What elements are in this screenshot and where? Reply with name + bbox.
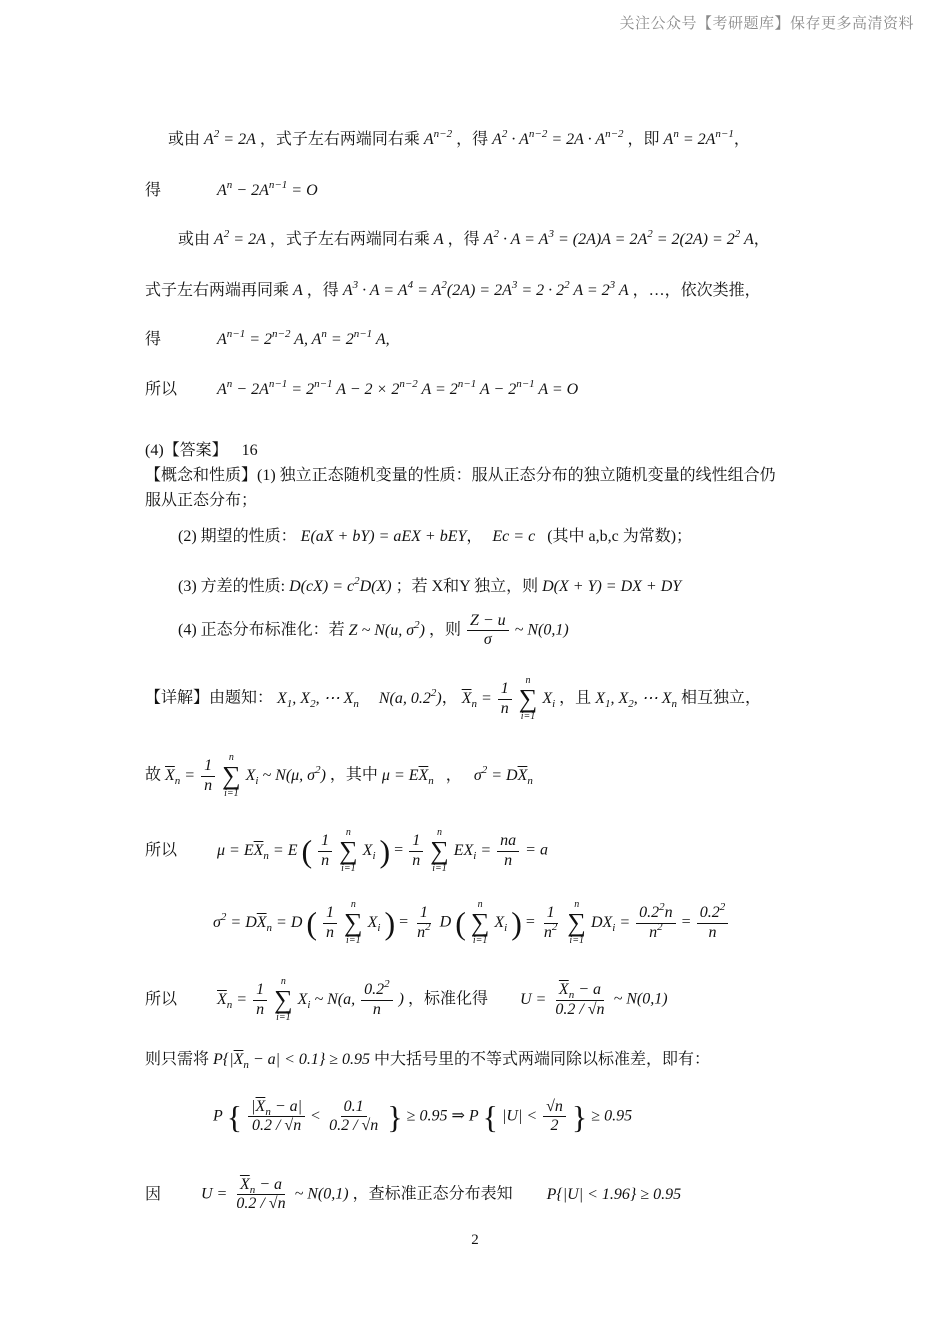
text: ，得 — [456, 131, 489, 148]
formula: $EX_i$ = — [453, 841, 492, 862]
line-derivation-5 — [145, 330, 390, 349]
formula: U = — [201, 1185, 228, 1203]
formula: ≥ 0.95 ⇒ P — [406, 1107, 479, 1125]
label: 因 — [145, 1185, 162, 1203]
label: (2) 期望的性质： — [178, 528, 297, 545]
line-derivation-3: 或由 $A^2 = 2A$ ，式子左右两端同右乘 A ，得 $A^2 \cdot A = A^3 = (2A)A = 2A^2 = 2(2A) = 2^2$ A， — [178, 228, 770, 248]
label: 所以 — [145, 841, 178, 859]
formula: D(X + Y) = DX + DY — [542, 578, 682, 595]
label: 所以 — [145, 381, 178, 398]
formula: $A^{n-2}$ — [423, 128, 453, 148]
sum-symbol: n ∑ i=1 — [470, 899, 490, 946]
formula: ~ N(0,1) — [294, 1185, 349, 1203]
property-expectation: (2) 期望的性质： E(aX + bY) = aEX + bEY， Ec = c (其中 a,b,c 为常数)； — [178, 528, 693, 545]
formula: Ec = c — [492, 528, 536, 545]
fraction: $\frac{1}{n}$ — [498, 680, 512, 718]
formula: ) — [398, 990, 404, 1008]
watermark-header: 关注公众号【考研题库】保存更多高清资料 — [619, 14, 914, 32]
label: 所以 — [145, 990, 178, 1008]
text: ，其中 — [329, 766, 378, 784]
formula: $A^2 \cdot A = A^3 = (2A)A = 2A^2 = 2(2A) = 2^2$ A — [483, 228, 754, 248]
formula: = a — [525, 841, 548, 859]
text: ，式子左右两端同右乘 — [259, 131, 420, 148]
answer-label: (4)【答案】 — [145, 442, 228, 459]
because-line — [145, 1176, 681, 1214]
label: (4) 正态分布标准化：若 — [178, 621, 345, 639]
formula: $A^3 \cdot A = A^4 = A^2(2A) = 2A^3 = 2 \cdot 2^2$ $A = 2^3$ A — [342, 279, 629, 299]
formula: $X_i$ — [494, 913, 508, 934]
text: ；若 X和Y 独立，则 — [395, 578, 539, 595]
page-number: 2 — [471, 1232, 479, 1248]
label: 得 — [145, 182, 162, 199]
formula: ~ N(0,1) — [613, 990, 668, 1008]
formula: $P\{|\overline{X}_n - a| < 0.1\} \ge 0.95$ — [213, 1051, 371, 1071]
inequality-line: P { $\frac{|\overline{X}_n - a|}{0.2 / √n}$ < $\frac{0.1}{0.2 / √n}$ } ≥ 0.95 ⇒ P { |U| < $\frac{√n}{2}$ } ≥ 0.95 — [213, 1098, 633, 1135]
formula: $A^{n-1} = 2^{n-2}$ A, $A^n = 2^{n-1}$ A, — [217, 328, 390, 348]
fraction: $\frac{1}{n}$ — [201, 757, 215, 795]
text: ，式子左右两端同右乘 — [269, 231, 430, 248]
formula: $A^2 \cdot A^{n-2} = 2A \cdot A^{n-2}$ — [492, 128, 624, 148]
formula: Z ~ N(u, $\sigma^2$) — [348, 618, 425, 639]
formula: $\overline{X}_n$ = — [461, 689, 492, 710]
sum-symbol: n ∑ i=1 — [567, 899, 586, 946]
therefore-line: 故 $\overline{X}_n$ = $\frac{1}{n}$ n ∑ i=1 $X_i$ ~ N(μ, $\sigma^2$) ，其中 $\mu = E\overline{X}_n$ ， $\sigma^2 = D\overline{X}_n$ — [145, 752, 533, 799]
text: ，查标准正态分布表知 — [352, 1185, 513, 1203]
formula: $X_1$, $X_2$, ⋯ $X_n$ — [595, 689, 678, 710]
answer-line — [145, 441, 258, 460]
formula: |U| < — [501, 1107, 538, 1125]
fraction: $\frac{0.2^2}{n}$ — [697, 904, 729, 942]
fraction: $\frac{√n}{2}$ — [543, 1098, 566, 1136]
label: 故 — [145, 766, 162, 784]
formula: $X_1$, $X_2$, ⋯ $X_n$ — [277, 689, 359, 710]
distribution-line — [145, 977, 668, 1023]
sum-symbol: n ∑ i=1 — [430, 827, 449, 874]
formula: U = — [519, 990, 547, 1008]
text: ，得 — [306, 282, 339, 299]
formula: $\sigma^2 = D\overline{X}_n$ — [473, 763, 533, 787]
text: ，则 — [428, 621, 461, 639]
label: 【详解】由题知： — [145, 689, 274, 707]
fraction: $\frac{\overline{X}_n - a}{0.2 / √n}$ — [236, 1176, 286, 1213]
text: 相互独立， — [681, 689, 762, 707]
fraction: $\frac{0.1}{0.2 / √n}$ — [329, 1098, 379, 1135]
note: (其中 a,b,c 为常数)； — [547, 528, 693, 545]
formula: $X_i$ ~ N(μ, $\sigma^2$) — [245, 763, 326, 787]
formula: $A^2 = 2A$ — [204, 128, 256, 148]
fraction: $\frac{1}{n}$ — [253, 981, 267, 1019]
text: 或由 — [168, 131, 201, 148]
formula: ~ N(0,1) — [514, 621, 569, 639]
fraction: $\frac{1}{n}$ — [323, 904, 337, 942]
fraction: $\frac{|\overline{X}_n - a|}{0.2 / √n}$ — [248, 1098, 305, 1136]
formula: $DX_i$ = — [590, 913, 631, 934]
only-need-line — [145, 1050, 710, 1069]
line-derivation-6 — [145, 380, 578, 399]
sum-symbol: n ∑ i=1 — [518, 675, 538, 722]
label: 得 — [145, 331, 162, 348]
text: 式子左右两端再同乘 — [145, 282, 290, 299]
fraction: $\frac{1}{n^2}$ — [417, 904, 431, 941]
formula: $A^n = 2A^{n-1}$ — [663, 128, 734, 148]
text: 则只需将 — [145, 1051, 210, 1068]
formula: $D(cX) = c^2D(X)$ — [289, 575, 392, 595]
fraction: $\frac{na}{n}$ — [497, 832, 519, 870]
text: 或由 — [178, 231, 211, 248]
formula: ≥ 0.95 — [591, 1107, 633, 1125]
text: ，标准化得 — [407, 990, 488, 1008]
sum-symbol: n ∑ i=1 — [274, 976, 293, 1023]
formula: D — [439, 913, 452, 931]
formula: $\overline{X}_n$ = — [217, 990, 248, 1011]
concept-line-2: 服从正态分布； — [145, 492, 258, 509]
formula: P{|U| < 1.96} ≥ 0.95 — [546, 1185, 682, 1203]
fraction: $\frac{\overline{X}_n - a}{0.2 / √n}$ — [555, 981, 605, 1018]
fraction: $\frac{0.2^2n}{n^2}$ — [636, 904, 676, 942]
answer-value: 16 — [241, 442, 258, 459]
formula: N(a, $0.2^2$) — [378, 686, 442, 707]
line-derivation-1: 或由 $A^2 = 2A$ ，式子左右两端同右乘 $A^{n-2}$ ，得 $A^2 \cdot A^{n-2} = 2A \cdot A^{n-2}$ ，即 $A^n = 2A^{n-1}$， — [168, 128, 750, 148]
text: ，即 — [627, 131, 660, 148]
formula: $X_i$ — [362, 841, 376, 862]
formula: $\mu = E\overline{X}_n$ — [381, 766, 434, 787]
property-standardize — [178, 612, 569, 650]
text: ，…，依次类推， — [632, 282, 761, 299]
sum-symbol: n ∑ i=1 — [222, 752, 241, 799]
line-derivation-4 — [145, 281, 761, 300]
sigma-derivation: $\sigma^2 = D\overline{X}_n = D$ ( $\frac{1}{n}$ n ∑ i=1 $X_i$ ) = $\frac{1}{n^2}$ D ( n ∑ i=1 $X_i$ ) = $\frac{1}{n^2}$ n ∑ i=1 $DX_i$ = $\frac{0.2^2n}{n^2}$ = $\frac{0.2^2}{n}$ — [213, 900, 730, 946]
text: ，得 — [447, 231, 480, 248]
fraction: $\frac{Z - u}{\sigma}$ — [467, 612, 509, 650]
fraction: $\frac{1}{n^2}$ — [543, 904, 558, 941]
formula: $\sigma^2 = D\overline{X}_n = D$ — [213, 910, 303, 934]
property-variance — [178, 577, 681, 596]
formula: $A^n - 2A^{n-1} = O$ — [217, 179, 318, 199]
text: ，且 — [559, 689, 592, 707]
sum-symbol: n ∑ i=1 — [339, 827, 358, 874]
formula: A — [293, 282, 303, 299]
fraction: $\frac{1}{n}$ — [409, 832, 423, 870]
formula: $X_i$ — [367, 913, 381, 934]
formula: $A^2 = 2A$ — [214, 228, 266, 248]
label: (3) 方差的性质: — [178, 578, 286, 595]
formula: P — [213, 1107, 223, 1125]
formula: $X_i$ — [542, 689, 556, 710]
formula: $X_i$ ~ N(a, — [297, 990, 356, 1011]
formula: $A^n - 2A^{n-1} = 2^{n-1}$ $A - 2 \times 2^{n-2}$ $A = 2^{n-1}$ $A - 2^{n-1}$ A = O — [217, 378, 579, 398]
line-derivation-2 — [145, 181, 318, 200]
formula: $\overline{X}_n$ = — [165, 766, 196, 787]
formula: $\mu = E\overline{X}_n = E$ — [217, 841, 298, 862]
fraction: $\frac{0.2^2}{n}$ — [361, 981, 393, 1019]
concept-line-1: 【概念和性质】(1) 独立正态随机变量的性质：服从正态分布的独立随机变量的线性组合仍 — [145, 467, 776, 484]
mu-derivation: 所以 $\mu = E\overline{X}_n = E$ ( $\frac{1}{n}$ n ∑ i=1 $X_i$ ) = $\frac{1}{n}$ n ∑ i=1 $EX_i$ = $\frac{na}{n}$ = a — [145, 827, 548, 874]
formula: A — [433, 231, 444, 248]
sum-symbol: n ∑ i=1 — [344, 899, 363, 946]
detail-line: 【详解】由题知： $X_1$, $X_2$, ⋯ $X_n$ N(a, $0.2^2$)， $\overline{X}_n$ = $\frac{1}{n}$ n ∑ i=1 $X_i$ ，且 $X_1$, $X_2$, ⋯ $X_n$ 相互独立， — [145, 675, 762, 722]
formula: E(aX + bY) = aEX + bEY — [300, 528, 467, 545]
text: 中大括号里的不等式两端同除以标准差，即有： — [374, 1051, 711, 1068]
fraction: $\frac{1}{n}$ — [318, 832, 332, 870]
